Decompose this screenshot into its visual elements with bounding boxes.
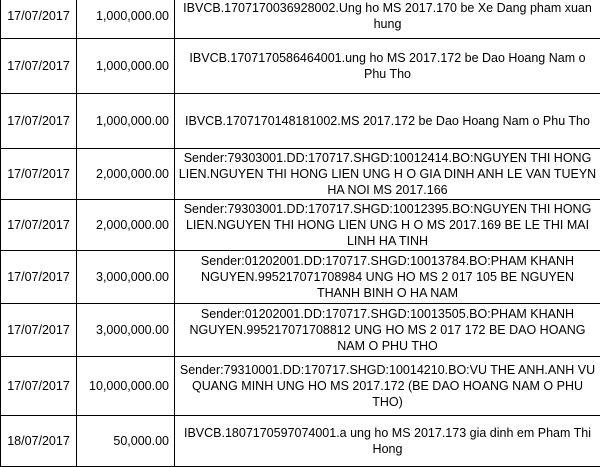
description-cell: IBVCB.1807170597074001.a ung ho MS 2017.173 gia dinh em Pham Thi Hong bbox=[175, 416, 600, 467]
date-cell: 17/07/2017 bbox=[1, 200, 77, 251]
description-cell: Sender:01202001.DD:170717.SHGD:10013505.BO:PHAM KHANH NGUYEN.995217071708812 UNG HO MS 2 017 172 BE DAO HOANG NAM O PHU THO bbox=[175, 304, 600, 357]
amount-cell: 2,000,000.00 bbox=[77, 200, 175, 251]
description-cell: IBVCB.1707170586464001.ung ho MS 2017.172 be Dao Hoang Nam o Phu Tho bbox=[175, 39, 600, 94]
table-row bbox=[1, 149, 600, 200]
amount-cell: 3,000,000.00 bbox=[77, 251, 175, 304]
description-cell: Sender:79303001.DD:170717.SHGD:10012395.BO:NGUYEN THI HONG LIEN.NGUYEN THI HONG LIEN UNG H O MS 2017.169 BE LE THI MAI LINH HA TINH bbox=[175, 200, 600, 251]
description-cell: Sender:79303001.DD:170717.SHGD:10012414.BO:NGUYEN THI HONG LIEN.NGUYEN THI HONG LIEN UNG H O GIA DINH ANH LE VAN TUEYN HA NOI MS 2017.166 bbox=[175, 149, 600, 200]
amount-cell: 10,000,000.00 bbox=[77, 357, 175, 416]
date-cell: 17/07/2017 bbox=[1, 251, 77, 304]
description-cell: Sender:01202001.DD:170717.SHGD:10013784.BO:PHAM KHANH NGUYEN.995217071708984 UNG HO MS 2 017 105 BE NGUYEN THANH BINH O HA NAM bbox=[175, 251, 600, 304]
table-row bbox=[1, 304, 600, 357]
date-cell: 17/07/2017 bbox=[1, 0, 77, 39]
description-cell: IBVCB.1707170148181002.MS 2017.172 be Dao Hoang Nam o Phu Tho bbox=[175, 94, 600, 149]
table-row bbox=[1, 94, 600, 149]
date-cell: 18/07/2017 bbox=[1, 416, 77, 467]
amount-cell: 1,000,000.00 bbox=[77, 39, 175, 94]
table-row bbox=[1, 0, 600, 39]
date-cell: 17/07/2017 bbox=[1, 149, 77, 200]
date-cell: 17/07/2017 bbox=[1, 357, 77, 416]
amount-cell: 1,000,000.00 bbox=[77, 94, 175, 149]
table-row bbox=[1, 200, 600, 251]
amount-cell: 50,000.00 bbox=[77, 416, 175, 467]
amount-cell: 2,000,000.00 bbox=[77, 149, 175, 200]
description-cell: Sender:79310001.DD:170717.SHGD:10014210.BO:VU THE ANH.ANH VU QUANG MINH UNG HO MS 2017.172 (BE DAO HOANG NAM O PHU THO) bbox=[175, 357, 600, 416]
amount-cell: 1,000,000.00 bbox=[77, 0, 175, 39]
table-row bbox=[1, 251, 600, 304]
description-cell: IBVCB.1707170036928002.Ung ho MS 2017.170 be Xe Dang pham xuan hung bbox=[175, 0, 600, 39]
date-cell: 17/07/2017 bbox=[1, 94, 77, 149]
table-row bbox=[1, 39, 600, 94]
table-row bbox=[1, 357, 600, 416]
amount-cell: 3,000,000.00 bbox=[77, 304, 175, 357]
date-cell: 17/07/2017 bbox=[1, 39, 77, 94]
date-cell: 17/07/2017 bbox=[1, 304, 77, 357]
table-row bbox=[1, 416, 600, 467]
